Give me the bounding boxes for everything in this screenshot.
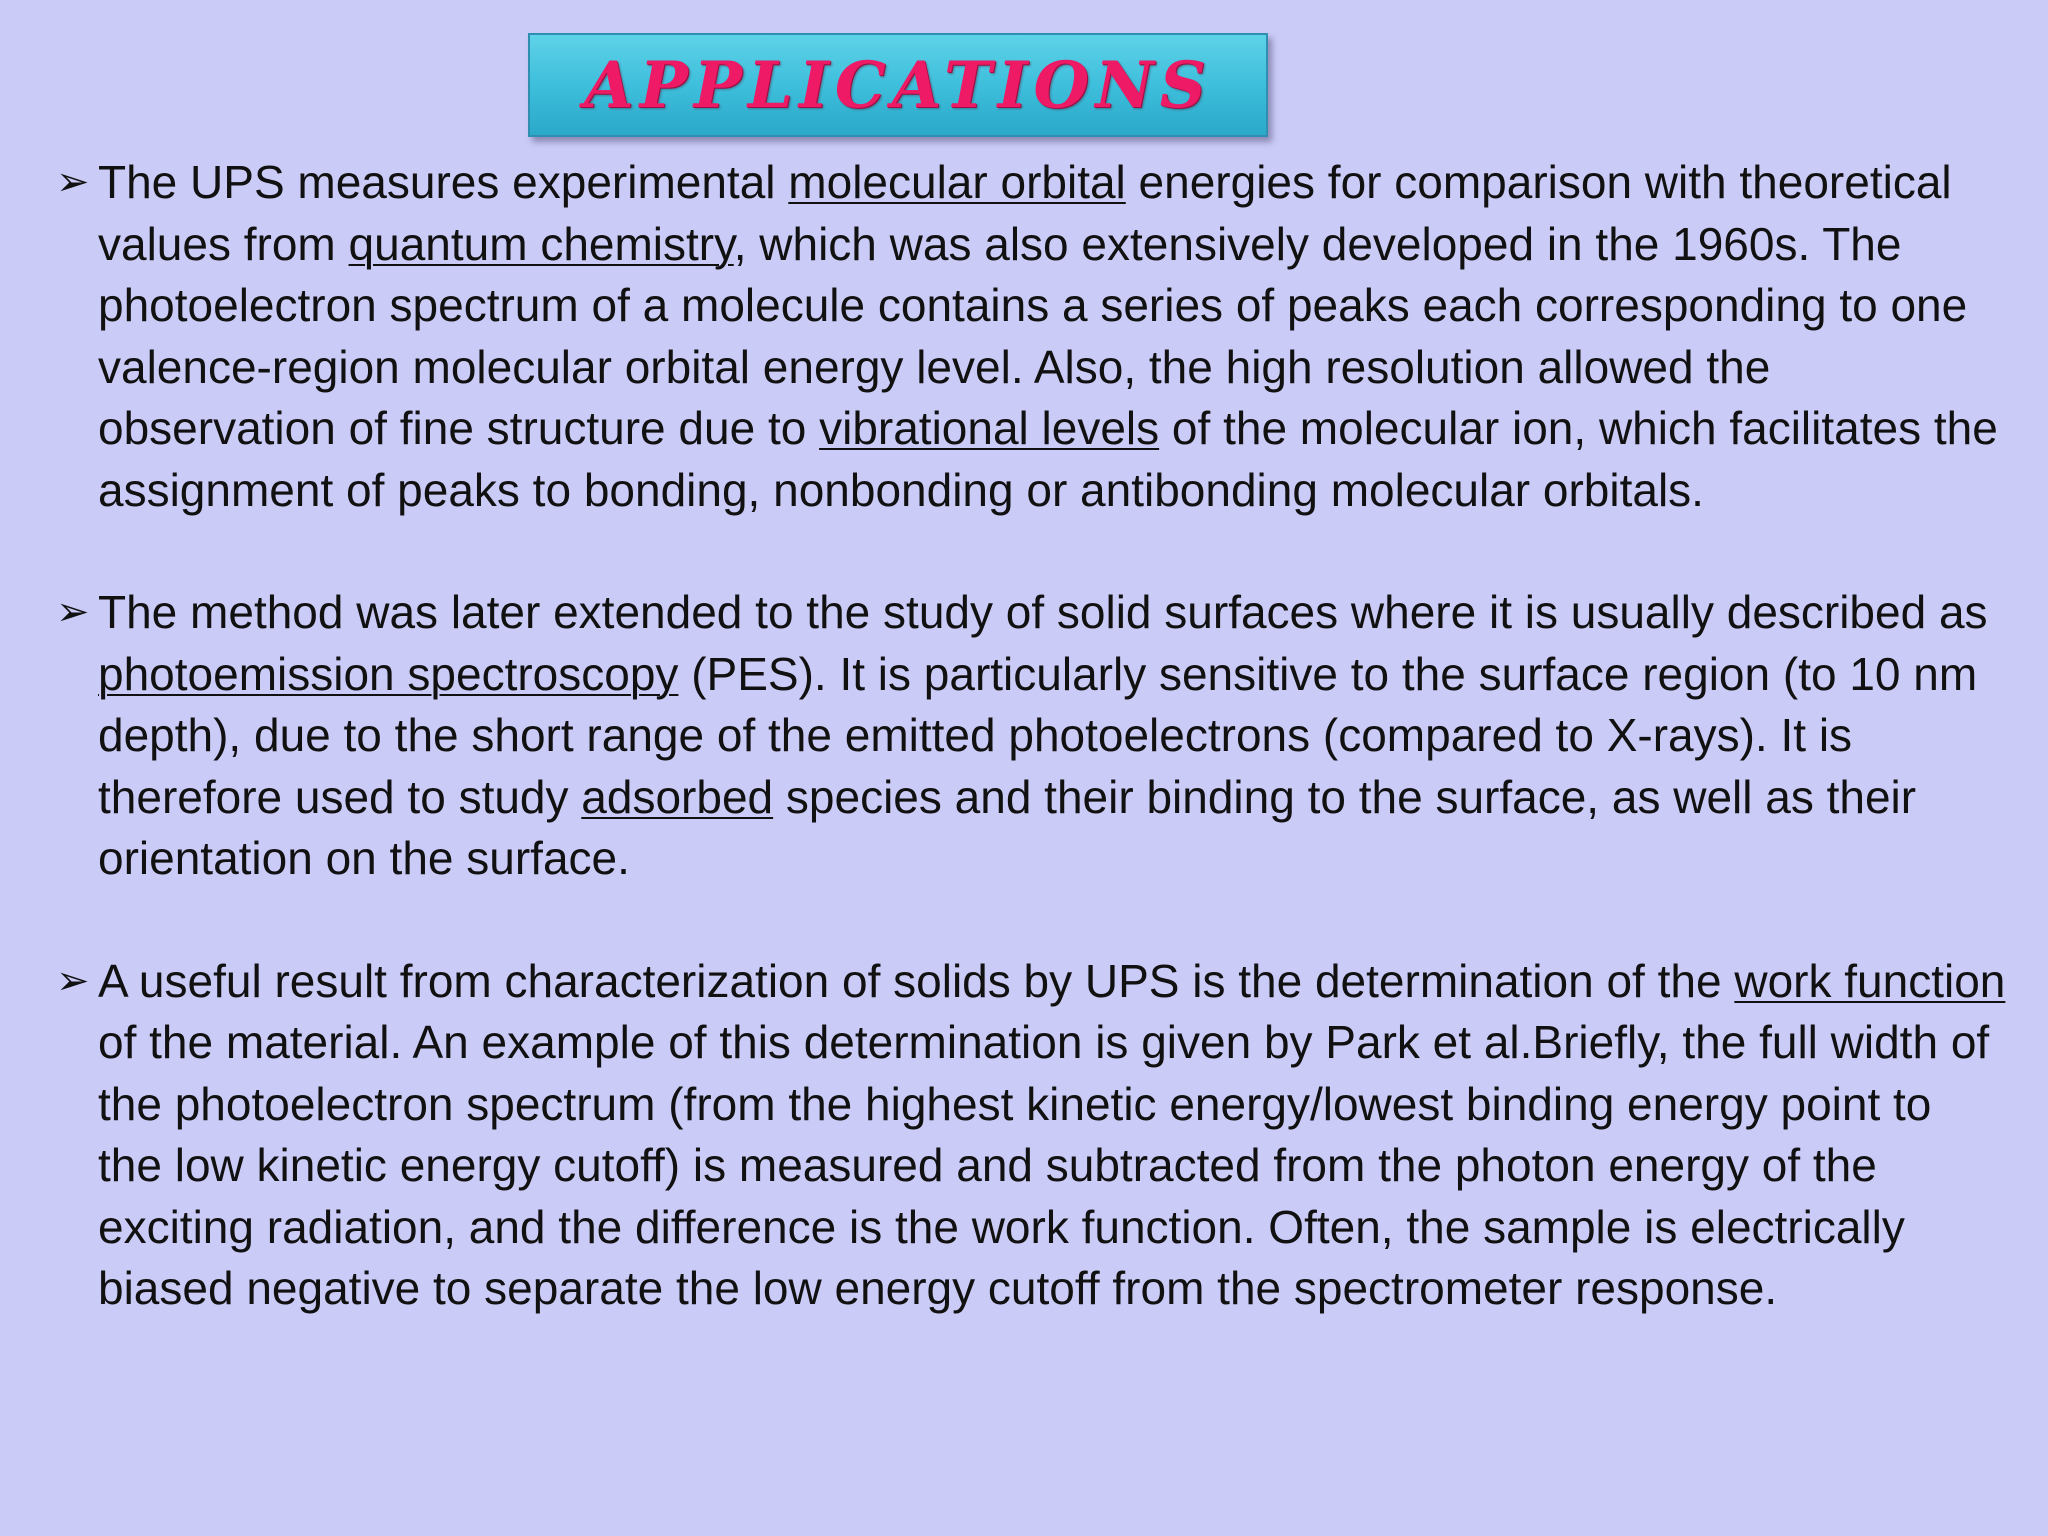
link-quantum-chemistry[interactable]: quantum chemistry [348,217,734,270]
bullet-text: species and their binding to the surface, as well as their orientation on the surface. [98,770,1917,884]
bullet-item [56,951,2006,1320]
arrow-bullet-icon: ➢ [56,590,90,634]
bullet-text: A useful result from characterization of solids by UPS is the determination of the [98,954,1735,1007]
link-molecular-orbital[interactable]: molecular orbital [788,156,1126,208]
link-photoemission-spectroscopy[interactable]: photoemission spectroscopy [98,647,679,700]
bullet-item [56,582,2006,890]
arrow-bullet-icon: ➢ [56,958,90,1003]
bullet-text: The UPS measures experimental [98,156,789,208]
bullet-item [56,152,2006,521]
bullet-text: energies for comparison with theoretical values from [98,156,1952,270]
bullet-list [56,152,2006,1320]
title-banner [528,33,1268,137]
bullet-text: of the molecular ion, which facilitates the assignment of peaks to bonding, nonbonding or antibonding molecular orbitals. [98,402,1998,516]
slide-title: APPLICATIONS [584,47,1212,123]
bullet-text: (PES). It is particularly sensitive to the surface region (to 10 nm depth), due to the short range of the emitted photoelectrons (compared to X-rays). It is therefore used to study [98,647,1978,823]
bullet-text: The method was later extended to the study of solid surfaces where it is usually described as [98,586,1988,638]
link-adsorbed[interactable]: adsorbed [581,770,774,823]
arrow-bullet-icon: ➢ [56,160,90,204]
bullet-text: , which was also extensively developed in the 1960s. The photoelectron spectrum of a molecule contains a series of peaks each corresponding to one valence-region molecular orbital energy level. Also, the high resolution allowed the observation of fine structure due to [98,217,1968,454]
link-vibrational-levels[interactable]: vibrational levels [819,402,1160,454]
link-work-function[interactable]: work function [1734,954,2006,1007]
bullet-text: of the material. An example of this determination is given by Park et al.Briefly, the full width of the photoelectron spectrum (from the highest kinetic energy/lowest binding energy point to the low kinetic energy cutoff) is measured and subtracted from the photon energy of the exciting radiation, and the difference is the work function. Often, the sample is electrically biased negative to separate the low energy cutoff from the spectrometer response. [98,1016,1990,1314]
